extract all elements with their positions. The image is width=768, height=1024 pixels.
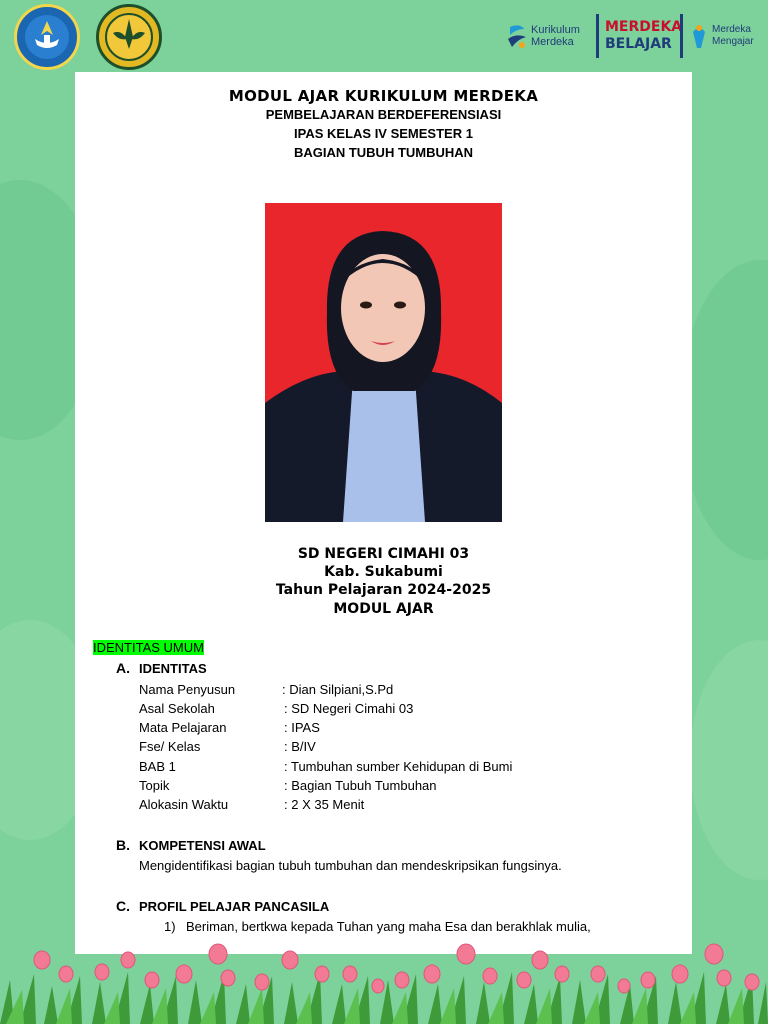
identitas-umum-heading: [93, 640, 204, 655]
doc-subtitle-3: BAGIAN TUBUH TUMBUHAN: [293, 145, 474, 160]
merdeka-belajar-line2: BELAJAR: [605, 36, 672, 52]
header-logos: [0, 0, 768, 72]
row-label-mata-pelajaran: Mata Pelajaran: [139, 720, 227, 735]
section-c-title: PROFIL PELAJAR PANCASILA: [139, 899, 330, 914]
merdeka-belajar-logo: [596, 14, 682, 58]
kurikulum-line1: Kurikulum: [531, 24, 580, 36]
list-item-number: 1): [164, 919, 176, 934]
row-value-topik: : Bagian Tubuh Tumbuhan: [284, 778, 437, 793]
row-value-fase-kelas: : B/IV: [284, 739, 316, 754]
row-label-topik: Topik: [139, 778, 170, 793]
section-b-letter: B.: [116, 837, 130, 853]
tut-wuri-handayani-logo: [14, 4, 80, 70]
kurikulum-merdeka-logo: [506, 14, 580, 58]
row-value-asal-sekolah: : SD Negeri Cimahi 03: [284, 701, 414, 716]
merdeka-mengajar-icon: [689, 22, 709, 50]
row-value-alokasi-waktu: : 2 X 35 Menit: [284, 797, 365, 812]
section-b-title: KOMPETENSI AWAL: [139, 838, 266, 853]
row-label-asal-sekolah: Asal Sekolah: [139, 701, 215, 716]
merdeka-mengajar-line1: Merdeka: [712, 24, 751, 35]
row-label-nama-penyusun: Nama Penyusun: [139, 682, 236, 697]
identitas-umum-highlight: IDENTITAS UMUM: [93, 640, 204, 655]
flower-grass-border: [0, 930, 768, 1024]
author-photo: [265, 203, 502, 522]
row-value-bab: : Tumbuhan sumber Kehidupan di Bumi: [284, 759, 513, 774]
document-type: MODUL AJAR: [333, 601, 434, 617]
row-label-bab: BAB 1: [139, 759, 176, 774]
section-c-letter: C.: [116, 898, 130, 914]
unj-logo: [96, 4, 162, 70]
portrait-image: [265, 203, 502, 522]
merdeka-mengajar-line2: Mengajar: [712, 36, 754, 47]
background-leaf: [690, 640, 768, 880]
row-value-mata-pelajaran: : IPAS: [284, 720, 320, 735]
kurikulum-merdeka-icon: [506, 21, 528, 51]
kurikulum-line2: Merdeka: [531, 36, 574, 48]
document-page: [75, 72, 692, 954]
row-label-alokasi-waktu: Alokasin Waktu: [139, 797, 229, 812]
merdeka-mengajar-logo: [680, 14, 754, 58]
doc-subtitle-1: PEMBELAJARAN BERDEFERENSIASI: [265, 107, 502, 122]
background-leaf: [680, 260, 768, 560]
doc-title: MODUL AJAR KURIKULUM MERDEKA: [228, 87, 539, 105]
doc-subtitle-2: IPAS KELAS IV SEMESTER 1: [294, 126, 473, 141]
row-value-nama-penyusun: : Dian Silpiani,S.Pd: [282, 682, 394, 697]
section-a-title: IDENTITAS: [139, 661, 207, 676]
section-a-letter: A.: [116, 660, 130, 676]
merdeka-belajar-line1: MERDEKA: [605, 19, 683, 35]
school-year: Tahun Pelajaran 2024-2025: [275, 582, 492, 598]
section-b-text: Mengidentifikasi bagian tubuh tumbuhan dan mendeskripsikan fungsinya.: [139, 858, 562, 873]
tut-wuri-emblem-icon: [17, 7, 77, 67]
school-name: SD NEGERI CIMAHI 03: [297, 546, 470, 562]
list-item-text: Beriman, bertkwa kepada Tuhan yang maha Esa dan berakhlak mulia,: [186, 919, 591, 934]
unj-emblem-icon: [99, 7, 159, 67]
school-region: Kab. Sukabumi: [324, 564, 443, 580]
row-label-fase-kelas: Fse/ Kelas: [139, 739, 201, 754]
